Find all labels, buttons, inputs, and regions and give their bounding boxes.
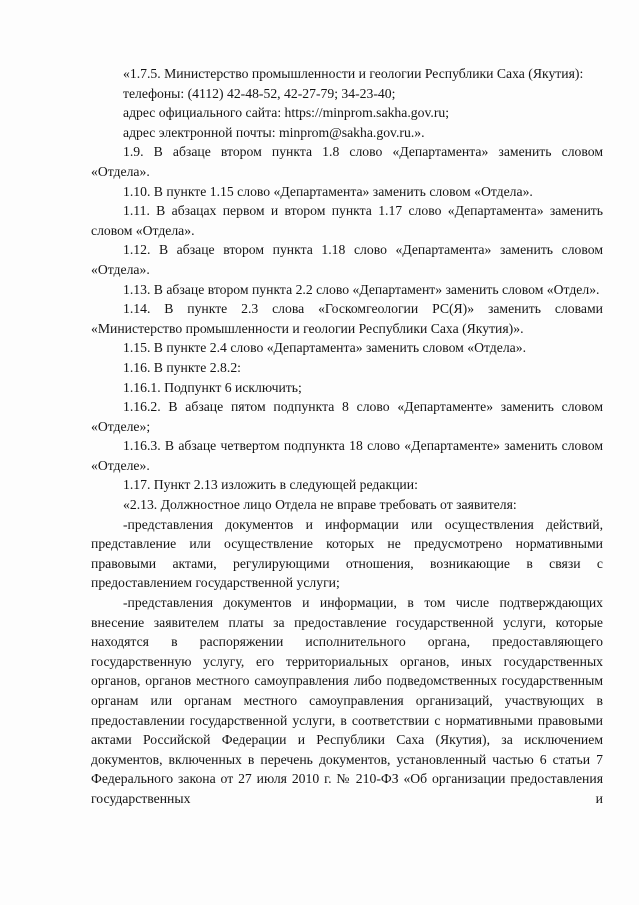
paragraph-1-16-1: 1.16.1. Подпункт 6 исключить;	[123, 379, 302, 395]
paragraph-1-16-2: 1.16.2. В абзаце пятом подпункта 8 слово «Департаменте» заменить словом «Отделе»;	[91, 399, 603, 434]
paragraph-1-17: 1.17. Пункт 2.13 изложить в следующей редакции:	[123, 477, 418, 493]
paragraph-1-16: 1.16. В пункте 2.8.2:	[123, 359, 241, 375]
paragraph-requirement-1: -представления документов и информации или осуществления действий, представление или осуществление которых не предусмотрено нормативными правовыми актами, регулирующими отношения, возникающие в связи с предоставлением государственной услуги;	[91, 516, 603, 591]
paragraph-1-13: 1.13. В абзаце втором пункта 2.2 слово «Департамент» заменить словом «Отдел».	[123, 281, 600, 297]
document-body	[91, 64, 603, 809]
paragraph-1-16-3: 1.16.3. В абзаце четвертом подпункта 18 слово «Департаменте» заменить словом «Отделе».	[91, 438, 603, 473]
paragraph-1-10: 1.10. В пункте 1.15 слово «Департамента» заменить словом «Отдела».	[123, 183, 533, 199]
paragraph-1-7-5: «1.7.5. Министерство промышленности и геологии Республики Саха (Якутия):	[123, 66, 584, 81]
paragraph-1-14: 1.14. В пункте 2.3 слова «Госкомгеологии РС(Я)» заменить словами «Министерство промышленности и геологии Республики Саха (Якутия)».	[91, 301, 603, 336]
paragraph-requirement-2: -представления документов и информации, в том числе подтверждающих внесение заявителем платы за предоставление государственной услуги, которые находятся в распоряжении исполнительного органа, предоставляющего государственную услугу, его территориальных органов, иных государственных органов, органов местного самоуправления либо подведомственных государственным органам или органам местного самоуправления организаций, участвующих в предоставлении государственной услуги, в соответствии с нормативными правовыми актами Российской Федерации и Республики Саха (Якутия), за исключением документов, включенных в перечень документов, установленный частью 6 статьи 7 Федерального закона от 27 июля 2010 г. № 210-ФЗ «Об организации предоставления государственных и	[91, 595, 603, 806]
paragraph-1-15: 1.15. В пункте 2.4 слово «Департамента» заменить словом «Отдела».	[123, 340, 527, 356]
paragraph-phones: телефоны: (4112) 42-48-52, 42-27-79; 34-23-40;	[123, 85, 396, 101]
paragraph-1-11: 1.11. В абзацах первом и втором пункта 1.17 слово «Департамента» заменить словом «Отдела».	[91, 203, 603, 238]
paragraph-website: адрес официального сайта: https://minprom.sakha.gov.ru;	[123, 105, 450, 121]
paragraph-1-12: 1.12. В абзаце втором пункта 1.18 слово «Департамента» заменить словом «Отдела».	[91, 242, 603, 277]
paragraph-email: адрес электронной почты: minprom@sakha.gov.ru.».	[123, 124, 425, 140]
paragraph-1-9: 1.9. В абзаце втором пункта 1.8 слово «Департамента» заменить словом «Отдела».	[91, 144, 603, 179]
paragraph-2-13: «2.13. Должностное лицо Отдела не вправе требовать от заявителя:	[123, 497, 517, 513]
